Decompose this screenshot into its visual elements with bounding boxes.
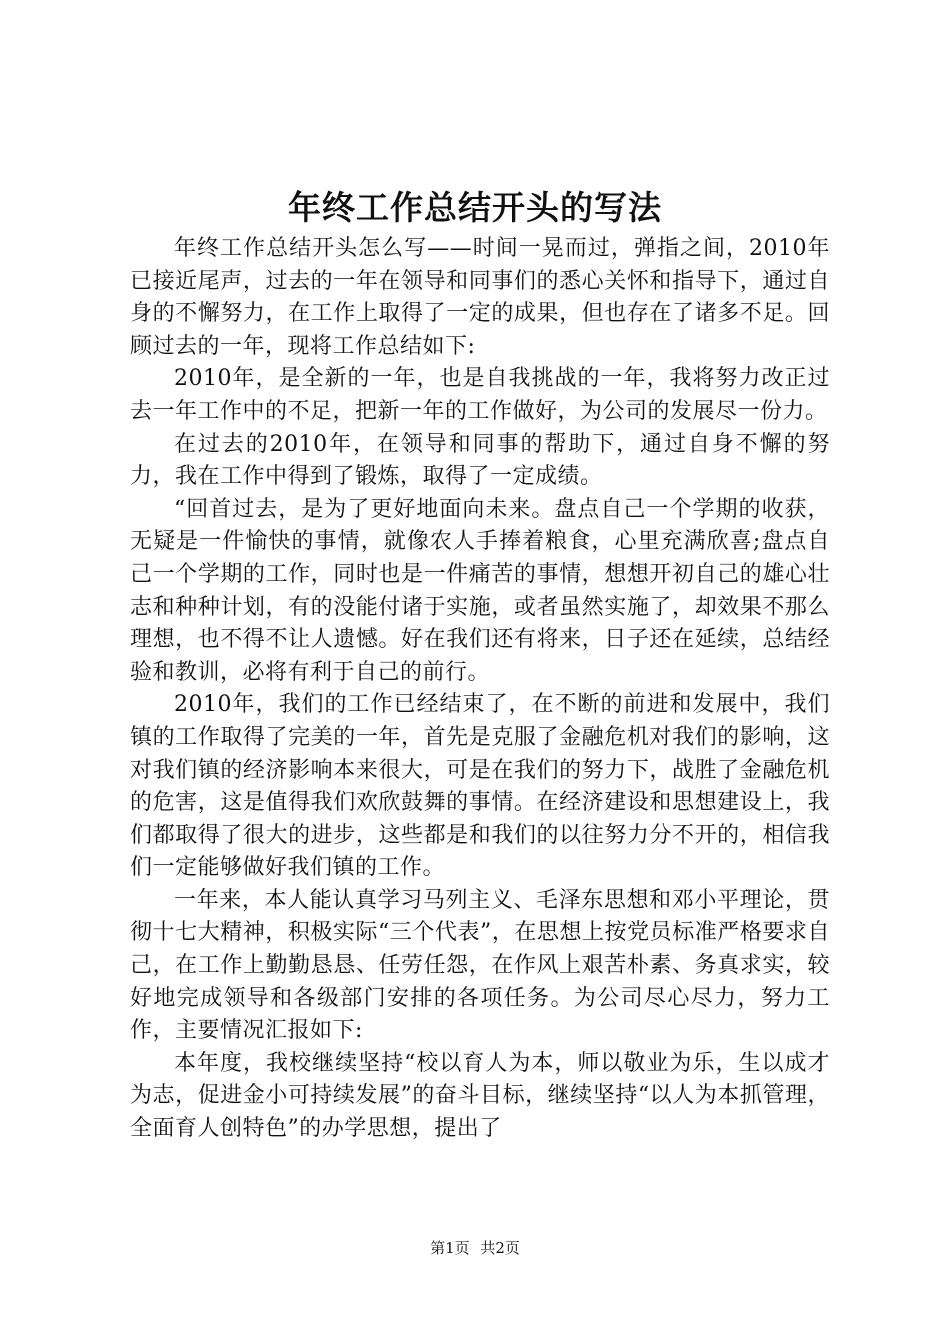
page-total: 共2页 <box>480 1239 520 1257</box>
document-body <box>130 233 830 1146</box>
paragraph: 在过去的2010年，在领导和同事的帮助下，通过自身不懈的努力，我在工作中得到了锻炼，取得了一定成绩。 <box>130 431 830 490</box>
page-footer <box>0 1238 950 1258</box>
paragraph: 一年来，本人能认真学习马列主义、毛泽东思想和邓小平理论，贯彻十七大精神，积极实际“三个代表”，在思想上按党员标准严格要求自己，在工作上勤勤恳恳、任劳任怨，在作风上艰苦朴素、务真求实，较好地完成领导和各级部门安排的各项任务。为公司尽心尽力，努力工作，主要情况汇报如下: <box>130 887 830 1044</box>
paragraph: 年终工作总结开头怎么写——时间一晃而过，弹指之间，2010年已接近尾声，过去的一年在领导和同事们的悉心关怀和指导下，通过自身的不懈努力，在工作上取得了一定的成果，但也存在了诸多不足。回顾过去的一年，现将工作总结如下: <box>130 236 830 359</box>
document-title: 年终工作总结开头的写法 <box>288 188 662 227</box>
paragraph: 本年度，我校继续坚持“校以育人为本，师以敬业为乐，生以成才为志，促进金小可持续发展”的奋斗目标，继续坚持“以人为本抓管理，全面育人创特色”的办学思想，提出了 <box>130 1050 830 1142</box>
page-number: 第1页 <box>430 1239 470 1257</box>
paragraph: 2010年，我们的工作已经结束了，在不断的前进和发展中，我们镇的工作取得了完美的一年，首先是克服了金融危机对我们的影响，这对我们镇的经济影响本来很大，可是在我们的努力下，战胜了金融危机的危害，这是值得我们欢欣鼓舞的事情。在经济建设和思想建设上，我们都取得了很大的进步，这些都是和我们的以往努力分不开的，相信我们一定能够做好我们镇的工作。 <box>130 692 830 881</box>
paragraph: 2010年，是全新的一年，也是自我挑战的一年，我将努力改正过去一年工作中的不足，把新一年的工作做好，为公司的发展尽一份力。 <box>130 366 830 424</box>
paragraph: “回首过去，是为了更好地面向未来。盘点自己一个学期的收获，无疑是一件愉快的事情，就像农人手捧着粮食，心里充满欣喜;盘点自己一个学期的工作，同时也是一件痛苦的事情，想想开初自己的雄心壮志和种种计划，有的没能付诸于实施，或者虽然实施了，却效果不那么理想，也不得不让人遗憾。好在我们还有将来，日子还在延续，总结经验和教训，必将有利于自己的前行。 <box>130 496 830 685</box>
